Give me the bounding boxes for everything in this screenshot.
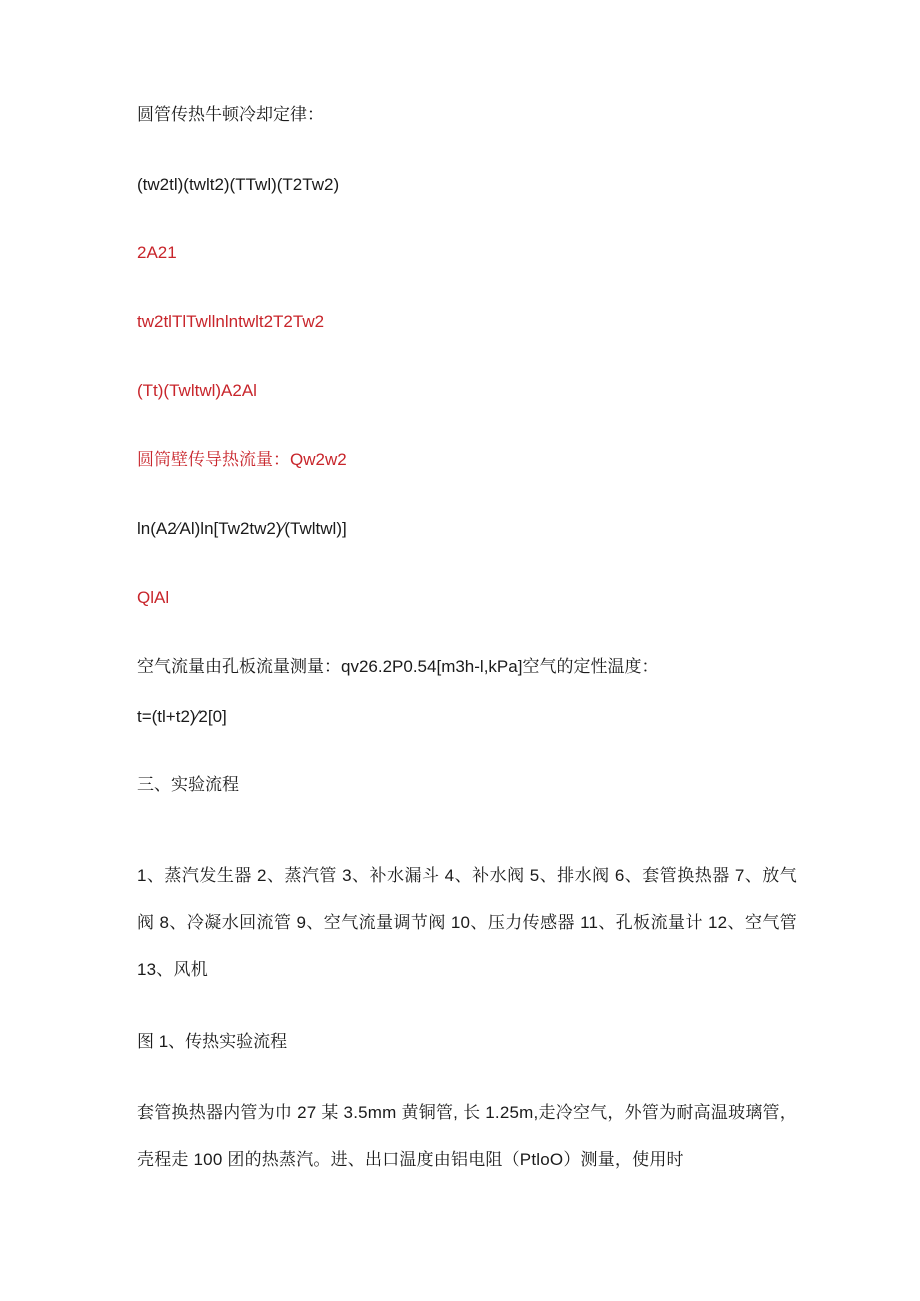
body-paragraph: 套管换热器内管为巾 27 某 3.5mm 黄铜管, 长 1.25m,走冷空气，外管为耐高温玻璃管，壳程走 100 团的热蒸汽。进、出口温度由铝电阻（PtloO）测量，使用时 — [137, 1103, 797, 1169]
figure-caption: 图 1、传热实验流程 — [137, 1032, 288, 1051]
equipment-legend-paragraph: 1、蒸汽发生器 2、蒸汽管 3、补水漏斗 4、补水阀 5、排水阀 6、套管换热器 7、放气阀 8、冷凝水回流管 9、空气流量调节阀 10、压力传感器 11、孔板流量计 12、空气管 13、风机 — [137, 866, 797, 979]
newton-cooling-heading: 圆管传热牛顿冷却定律： — [137, 105, 324, 124]
formula-line-2: 2A21 — [137, 243, 177, 262]
section-heading-experiment-flow: 三、实验流程 — [137, 775, 239, 794]
qualitative-temperature-formula: t=(tl+t2)∕2[0] — [137, 707, 227, 726]
formula-line-4: (Tt)(Twltwl)A2Al — [137, 381, 257, 400]
formula-line-1: (tw2tl)(twlt2)(TTwl)(T2Tw2) — [137, 175, 340, 194]
cylinder-wall-heat-flow: 圆筒壁传导热流量：Qw2w2 — [137, 450, 347, 469]
formula-line-3: tw2tlTlTwllnlntwlt2T2Tw2 — [137, 312, 325, 331]
air-flow-measurement: 空气流量由孔板流量测量：qv26.2P0.54[m3h-l,kPa]空气的定性温度： — [137, 657, 659, 676]
formula-line-6: QlAl — [137, 588, 170, 607]
formula-line-5: ln(A2∕Al)ln[Tw2tw2)∕(Twltwl)] — [137, 519, 347, 538]
